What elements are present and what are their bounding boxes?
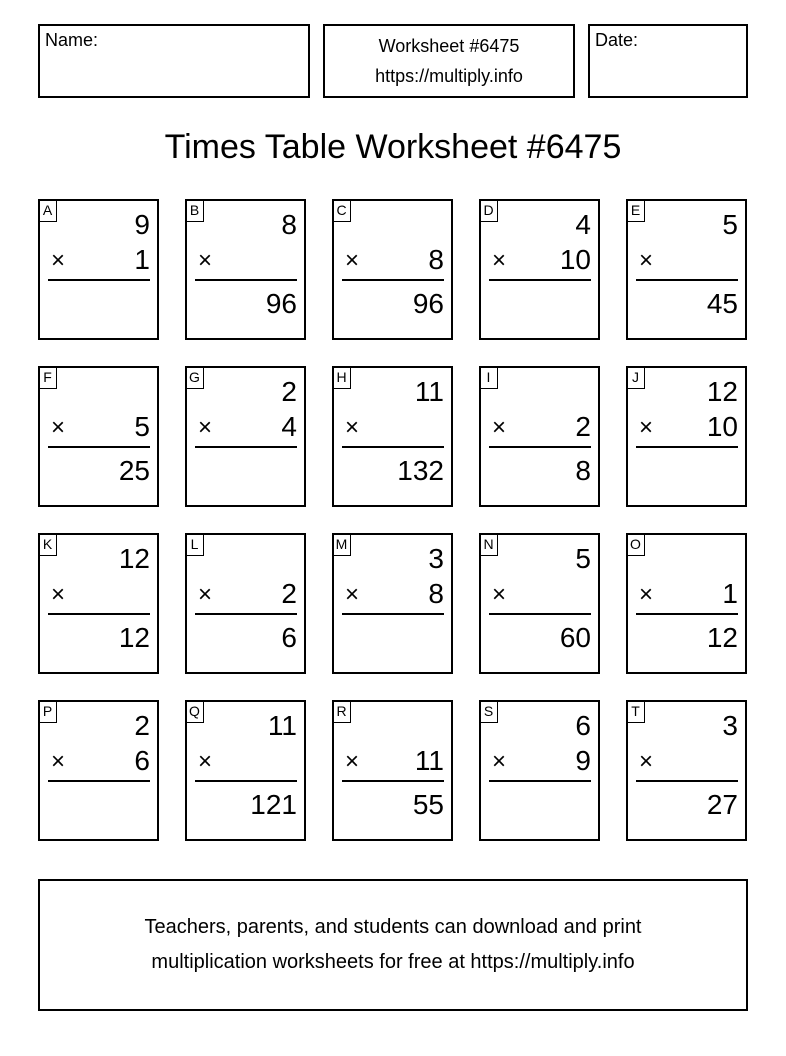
problem-card xyxy=(479,700,600,841)
problem-letter: A xyxy=(38,199,57,222)
problem-card xyxy=(332,700,453,841)
problem-letter: P xyxy=(38,700,57,723)
product[interactable]: 121 xyxy=(250,789,297,820)
multiplicand[interactable]: 2 xyxy=(134,710,150,741)
problem-card xyxy=(185,199,306,340)
answer-rule xyxy=(48,446,150,448)
product[interactable]: 132 xyxy=(397,455,444,486)
problem-card xyxy=(332,199,453,340)
multiplier[interactable]: 2 xyxy=(281,578,297,609)
multiplicand[interactable]: 4 xyxy=(575,209,591,240)
name-label: Name: xyxy=(45,30,99,50)
problem-card xyxy=(332,366,453,507)
times-sign: × xyxy=(345,247,360,274)
problem-card xyxy=(626,533,747,674)
answer-rule xyxy=(489,446,591,448)
problem-letter: G xyxy=(185,366,204,389)
multiplier[interactable]: 8 xyxy=(428,244,444,275)
product[interactable]: 96 xyxy=(412,288,444,319)
answer-rule xyxy=(342,279,444,281)
problem-letter: L xyxy=(185,533,204,556)
date-field-box[interactable] xyxy=(588,24,748,98)
multiplicand[interactable]: 2 xyxy=(281,376,297,407)
times-sign: × xyxy=(639,748,654,775)
problem-letter: I xyxy=(479,366,498,389)
multiplier[interactable]: 10 xyxy=(706,411,738,442)
multiplicand[interactable]: 5 xyxy=(575,543,591,574)
multiplier[interactable]: 11 xyxy=(414,745,444,776)
answer-rule xyxy=(195,613,297,615)
multiplier[interactable]: 9 xyxy=(575,745,591,776)
product[interactable]: 27 xyxy=(706,789,738,820)
times-sign: × xyxy=(639,247,654,274)
problem-letter: Q xyxy=(185,700,204,723)
answer-rule xyxy=(489,613,591,615)
problem-card xyxy=(38,366,159,507)
problem-card xyxy=(332,533,453,674)
problem-letter: N xyxy=(479,533,498,556)
product[interactable]: 45 xyxy=(706,288,738,319)
problem-letter: B xyxy=(185,199,204,222)
problem-card xyxy=(185,700,306,841)
problem-letter: F xyxy=(38,366,57,389)
worksheet-id: Worksheet #6475 xyxy=(378,36,520,56)
answer-rule xyxy=(48,780,150,782)
answer-rule xyxy=(195,446,297,448)
problem-card xyxy=(479,199,600,340)
problem-letter: M xyxy=(332,533,351,556)
times-sign: × xyxy=(198,414,213,441)
problem-letter: K xyxy=(38,533,57,556)
answer-rule xyxy=(636,613,738,615)
problem-card xyxy=(185,533,306,674)
product[interactable]: 96 xyxy=(265,288,297,319)
problem-letter: O xyxy=(626,533,645,556)
multiplier[interactable]: 10 xyxy=(559,244,591,275)
multiplicand[interactable]: 8 xyxy=(281,209,297,240)
problem-letter: H xyxy=(332,366,351,389)
times-sign: × xyxy=(51,581,66,608)
product[interactable]: 25 xyxy=(118,455,150,486)
footer-line-2: multiplication worksheets for free at https://multiply.info xyxy=(151,951,635,973)
problem-letter: T xyxy=(626,700,645,723)
problem-card xyxy=(38,199,159,340)
problem-card xyxy=(626,700,747,841)
times-sign: × xyxy=(198,581,213,608)
multiplier[interactable]: 6 xyxy=(134,745,150,776)
times-sign: × xyxy=(639,414,654,441)
problem-letter: R xyxy=(332,700,351,723)
footer-note xyxy=(38,879,748,1011)
multiplier[interactable]: 4 xyxy=(281,411,297,442)
times-sign: × xyxy=(51,748,66,775)
problem-card xyxy=(479,533,600,674)
multiplicand[interactable]: 6 xyxy=(575,710,591,741)
product[interactable]: 6 xyxy=(281,622,297,653)
multiplicand[interactable]: 12 xyxy=(706,376,738,407)
answer-rule xyxy=(489,279,591,281)
problem-card xyxy=(626,366,747,507)
problem-card xyxy=(626,199,747,340)
times-sign: × xyxy=(492,247,507,274)
answer-rule xyxy=(195,780,297,782)
multiplicand[interactable]: 5 xyxy=(722,209,738,240)
problem-card xyxy=(38,700,159,841)
multiplier[interactable]: 2 xyxy=(575,411,591,442)
answer-rule xyxy=(342,613,444,615)
problem-letter: E xyxy=(626,199,645,222)
problem-letter: J xyxy=(626,366,645,389)
multiplicand[interactable]: 11 xyxy=(414,376,444,407)
answer-rule xyxy=(342,446,444,448)
times-sign: × xyxy=(492,748,507,775)
worksheet-id-box xyxy=(323,24,575,98)
footer-line-1: Teachers, parents, and students can download and print xyxy=(144,916,642,938)
answer-rule xyxy=(636,780,738,782)
multiplicand[interactable]: 12 xyxy=(118,543,150,574)
times-sign: × xyxy=(51,414,66,441)
multiplicand[interactable]: 9 xyxy=(134,209,150,240)
problem-letter: C xyxy=(332,199,351,222)
problem-letter: D xyxy=(479,199,498,222)
times-sign: × xyxy=(345,748,360,775)
times-sign: × xyxy=(639,581,654,608)
answer-rule xyxy=(342,780,444,782)
answer-rule xyxy=(489,780,591,782)
times-sign: × xyxy=(345,581,360,608)
multiplier[interactable]: 8 xyxy=(428,578,444,609)
multiplier[interactable]: 1 xyxy=(134,244,150,275)
product[interactable]: 55 xyxy=(412,789,444,820)
product[interactable]: 12 xyxy=(118,622,150,653)
product[interactable]: 60 xyxy=(559,622,591,653)
problem-letter: S xyxy=(479,700,498,723)
worksheet-url: https://multiply.info xyxy=(375,66,523,86)
answer-rule xyxy=(48,279,150,281)
problem-card xyxy=(185,366,306,507)
name-field-box[interactable] xyxy=(38,24,310,98)
multiplier[interactable]: 1 xyxy=(722,578,738,609)
times-sign: × xyxy=(492,581,507,608)
multiplicand[interactable]: 11 xyxy=(267,710,297,741)
date-label: Date: xyxy=(595,30,639,50)
answer-rule xyxy=(48,613,150,615)
product[interactable]: 12 xyxy=(706,622,738,653)
times-sign: × xyxy=(198,748,213,775)
problem-card xyxy=(38,533,159,674)
times-sign: × xyxy=(198,247,213,274)
answer-rule xyxy=(636,279,738,281)
problem-card xyxy=(479,366,600,507)
multiplicand[interactable]: 3 xyxy=(722,710,738,741)
times-sign: × xyxy=(492,414,507,441)
times-sign: × xyxy=(345,414,360,441)
page-title: Times Table Worksheet #6475 xyxy=(164,128,622,166)
multiplier[interactable]: 5 xyxy=(134,411,150,442)
product[interactable]: 8 xyxy=(575,455,591,486)
answer-rule xyxy=(636,446,738,448)
multiplicand[interactable]: 3 xyxy=(428,543,444,574)
answer-rule xyxy=(195,279,297,281)
times-sign: × xyxy=(51,247,66,274)
